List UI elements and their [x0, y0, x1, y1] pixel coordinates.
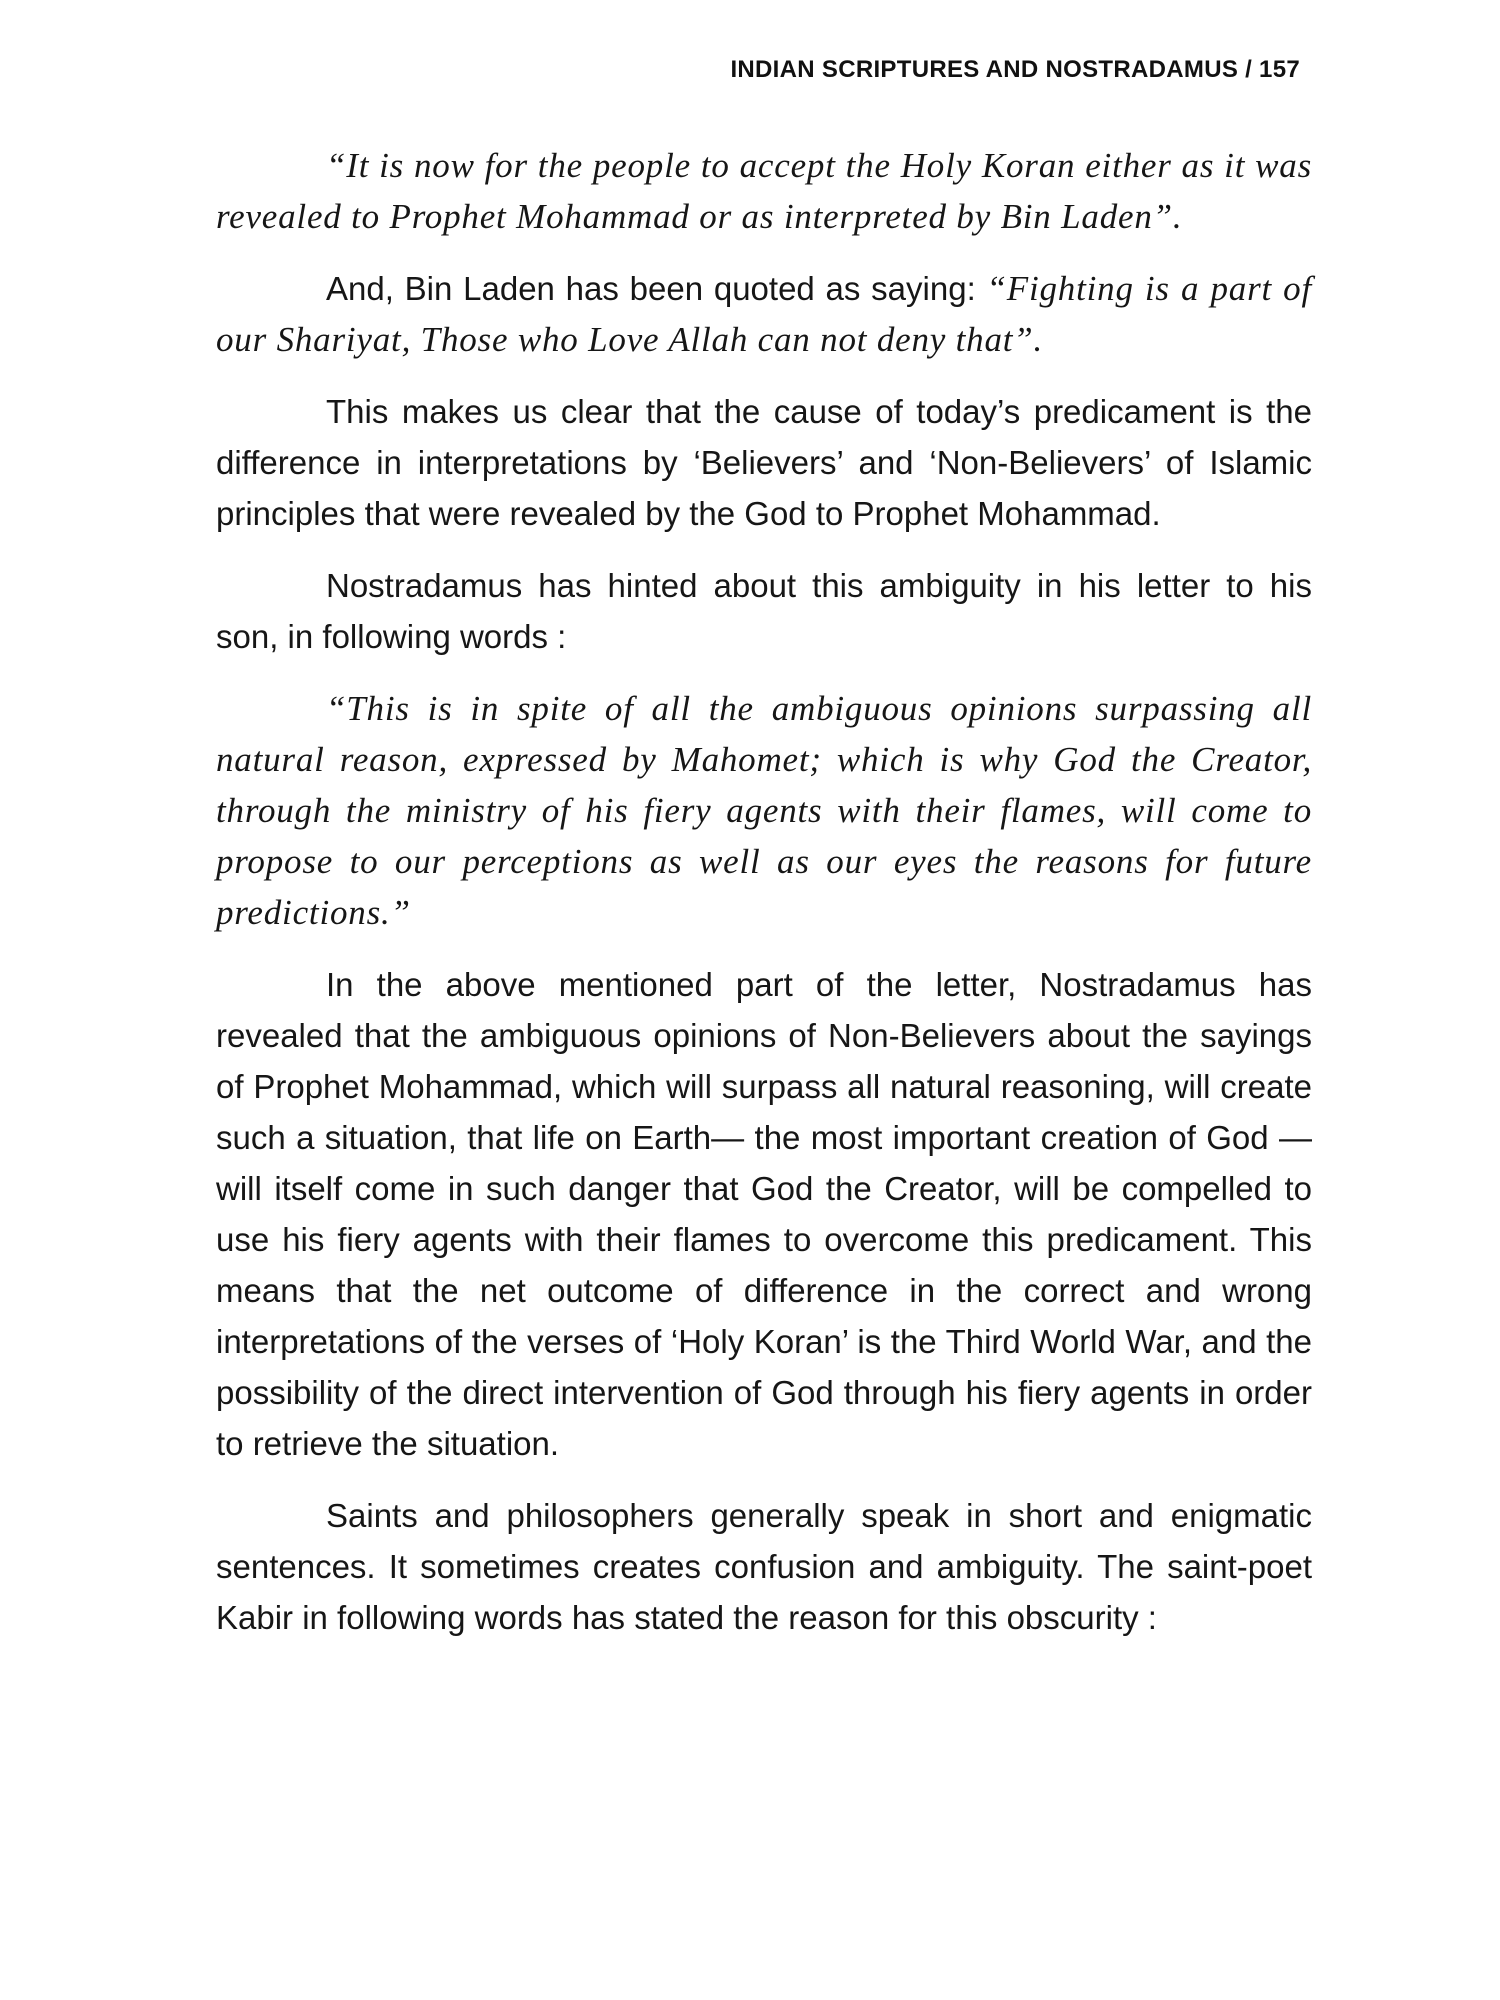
bin-laden-inline-quote: “Fighting is a part of our Shariyat, Those who Love Allah can not deny that”. — [216, 269, 1312, 359]
running-header: INDIAN SCRIPTURES AND NOSTRADAMUS / 157 — [730, 56, 1300, 83]
page-body — [216, 140, 1312, 1664]
nostradamus-hint-paragraph: Nostradamus has hinted about this ambiguity in his letter to his son, in following words : — [216, 567, 1312, 655]
koran-quote-paragraph: “It is now for the people to accept the Holy Koran either as it was revealed to Prophet Mohammad or as interpreted by Bin Laden”. — [216, 146, 1312, 236]
predicament-paragraph: This makes us clear that the cause of today’s predicament is the difference in interpretations by ‘Believers’ and ‘Non-Believers’ of Islamic principles that were revealed by the God to Prophet Mohammad. — [216, 393, 1312, 532]
bin-laden-lead-text: And, Bin Laden has been quoted as saying: — [326, 270, 987, 307]
saints-paragraph: Saints and philosophers generally speak in short and enigmatic sentences. It sometimes creates confusion and ambiguity. The saint-poet Kabir in following words has stated the reason for this obscurity : — [216, 1497, 1312, 1636]
bin-laden-quote-paragraph — [216, 263, 1312, 365]
nostradamus-letter-quote: “This is in spite of all the ambiguous opinions surpassing all natural reason, expressed by Mahomet; which is why God the Creator, through the ministry of his fiery agents with their flames, will come to propose to our perceptions as well as our eyes the reasons for future predictions.” — [216, 689, 1312, 932]
letter-interpretation-paragraph: In the above mentioned part of the letter, Nostradamus has revealed that the ambiguous opinions of Non-Believers about the sayings of Prophet Mohammad, which will surpass all natural reasoning, will create such a situation, that life on Earth— the most important creation of God — will itself come in such danger that God the Creator, will be compelled to use his fiery agents with their flames to overcome this predicament. This means that the net outcome of difference in the correct and wrong interpretations of the verses of ‘Holy Koran’ is the Third World War, and the possibility of the direct intervention of God through his fiery agents in order to retrieve the situation. — [216, 966, 1312, 1462]
